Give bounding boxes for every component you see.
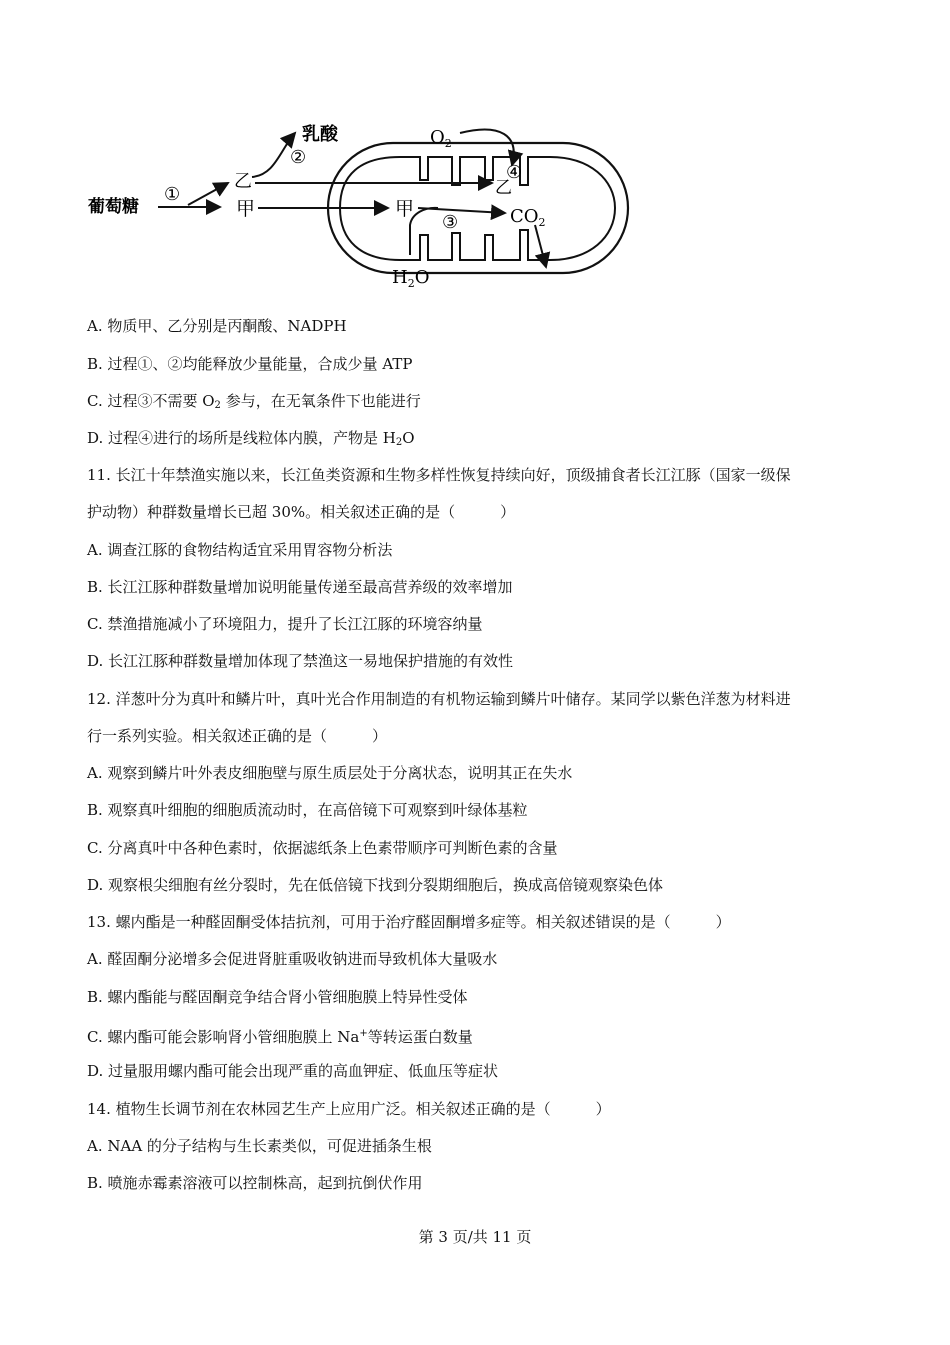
q11-option-c: C. 禁渔措施减小了环境阻力，提升了长江江豚的环境容纳量 xyxy=(87,615,483,633)
q11-option-a: A. 调查江豚的食物结构适宜采用胃容物分析法 xyxy=(87,541,393,559)
o2-subscript: 2 xyxy=(444,137,452,150)
q11-option-d: D. 长江江豚种群数量增加体现了禁渔这一易地保护措施的有效性 xyxy=(87,652,514,670)
q14-stem: 14. 植物生长调节剂在农林园艺生产上应用广泛。相关叙述正确的是（ ） xyxy=(87,1100,611,1118)
q13-option-c-pre: C. 螺内酯可能会影响肾小管细胞膜上 Na xyxy=(87,1028,360,1046)
q12-stem-line2: 行一系列实验。相关叙述正确的是（ ） xyxy=(87,727,388,745)
step-4-marker: ④ xyxy=(506,162,523,183)
q13-option-a: A. 醛固酮分泌增多会促进肾脏重吸收钠进而导致机体大量吸水 xyxy=(87,950,498,968)
q13-option-d: D. 过量服用螺内酯可能会出现严重的高血钾症、低血压等症状 xyxy=(87,1062,499,1080)
glucose-label: 葡萄糖 xyxy=(88,197,139,217)
q10-option-d-sub: 2 xyxy=(395,437,403,448)
o2-label xyxy=(430,127,452,150)
q12-option-a: A. 观察到鳞片叶外表皮细胞壁与原生质层处于分离状态，说明其正在失水 xyxy=(87,764,573,782)
h2o-o: O xyxy=(414,267,430,288)
q10-option-b: B. 过程①、②均能释放少量能量，合成少量 ATP xyxy=(87,355,413,373)
h2o-label xyxy=(392,267,429,290)
h2o-h: H xyxy=(392,267,408,288)
q10-option-c-pre: C. 过程③不需要 O xyxy=(87,392,215,410)
q10-option-c xyxy=(87,391,421,416)
q10-option-d-post: O xyxy=(402,429,415,447)
q11-stem-line2: 护动物）种群数量增长已超 30%。相关叙述正确的是（ ） xyxy=(87,503,516,521)
q12-option-b: B. 观察真叶细胞的细胞质流动时，在高倍镜下可观察到叶绿体基粒 xyxy=(87,801,528,819)
q10-option-c-sub: 2 xyxy=(214,400,221,411)
q13-option-c-post: 等转运蛋白数量 xyxy=(367,1028,473,1046)
q10-option-a: A. 物质甲、乙分别是丙酮酸、NADPH xyxy=(87,317,347,335)
q10-option-d-pre: D. 过程④进行的场所是线粒体内膜，产物是 H xyxy=(87,429,396,447)
cell-respiration-diagram xyxy=(80,105,640,295)
q14-option-a: A. NAA 的分子结构与生长素类似，可促进插条生根 xyxy=(87,1137,432,1155)
co2-base: CO xyxy=(510,206,539,227)
q12-option-d: D. 观察根尖细胞有丝分裂时，先在低倍镜下找到分裂期细胞后，换成高倍镜观察染色体 xyxy=(87,876,664,894)
page-footer: 第 3 页/共 11 页 xyxy=(418,1228,532,1246)
yi-label-outside: 乙 xyxy=(234,171,252,192)
lactic-acid-label: 乳酸 xyxy=(302,124,338,145)
q12-option-c: C. 分离真叶中各种色素时，依据滤纸条上色素带顺序可判断色素的含量 xyxy=(87,839,558,857)
jia-label-outside: 甲 xyxy=(236,198,256,220)
o2-base: O xyxy=(430,127,445,148)
q11-option-b: B. 长江江豚种群数量增加说明能量传递至最高营养级的效率增加 xyxy=(87,578,513,596)
q13-option-c xyxy=(87,1024,473,1047)
q11-stem-line1: 11. 长江十年禁渔实施以来，长江鱼类资源和生物多样性恢复持续向好，顶级捕食者长江江豚（国家一级保 xyxy=(87,466,791,484)
jia-label-inside: 甲 xyxy=(395,198,415,220)
h2o-subscript: 2 xyxy=(407,277,415,290)
q13-option-c-sup: + xyxy=(359,1028,368,1039)
co2-label xyxy=(510,206,546,229)
q10-option-d xyxy=(87,428,415,453)
q13-stem: 13. 螺内酯是一种醛固酮受体拮抗剂，可用于治疗醛固酮增多症等。相关叙述错误的是（ ） xyxy=(87,913,731,931)
q13-option-b: B. 螺内酯能与醛固酮竞争结合肾小管细胞膜上特异性受体 xyxy=(87,988,468,1006)
q10-option-c-post: 参与，在无氧条件下也能进行 xyxy=(220,392,421,410)
step-1-marker: ① xyxy=(164,184,181,205)
q12-stem-line1: 12. 洋葱叶分为真叶和鳞片叶，真叶光合作用制造的有机物运输到鳞片叶储存。某同学以紫色洋葱为材料进 xyxy=(87,690,791,708)
q14-option-b: B. 喷施赤霉素溶液可以控制株高，起到抗倒伏作用 xyxy=(87,1174,423,1192)
step-2-marker: ② xyxy=(290,147,307,168)
co2-subscript: 2 xyxy=(538,216,546,229)
yi-label-inside: 乙 xyxy=(495,178,512,198)
step-3-marker: ③ xyxy=(442,212,459,233)
